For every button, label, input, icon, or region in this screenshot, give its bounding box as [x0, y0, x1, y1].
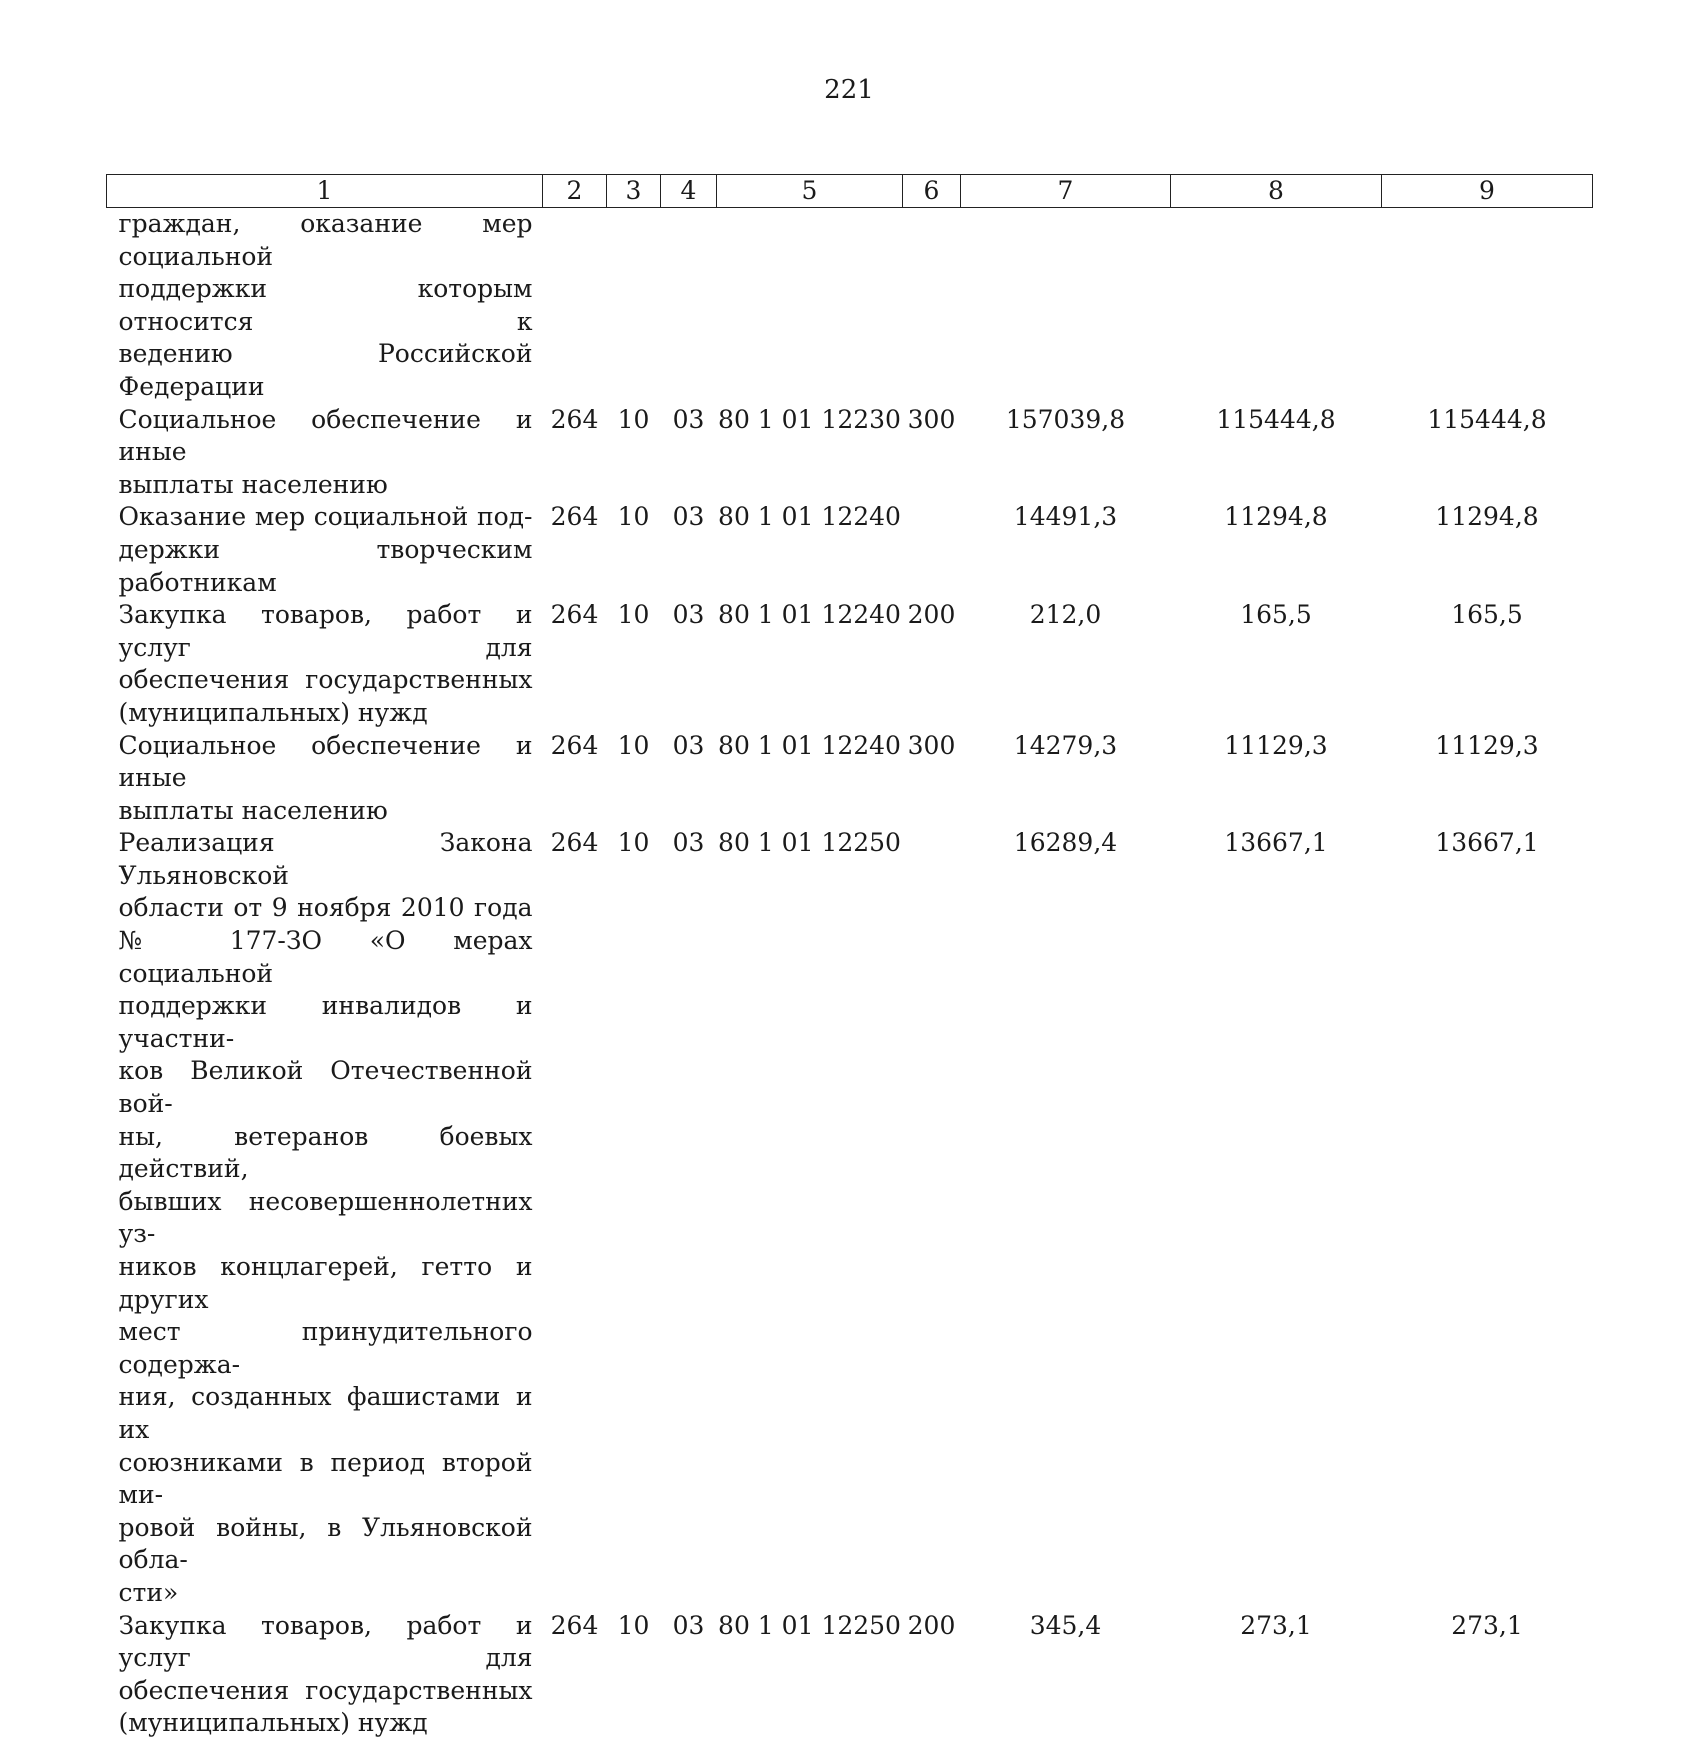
row-cell-c2: 264 [550, 1610, 599, 1640]
row-cell-c4: 03 [672, 1610, 705, 1640]
page-number: 221 [824, 75, 874, 105]
header-row [107, 175, 1593, 208]
row-cell-c9: 165,5 [1451, 600, 1523, 630]
row-name-line: бывших несовершеннолетних уз- [118, 1186, 533, 1249]
row-cell-c9: 273,1 [1451, 1610, 1523, 1640]
row-name-line: (муниципальных) нужд [118, 697, 428, 727]
row-cell-c8: 273,1 [1240, 1610, 1312, 1640]
row-name-line: Закупка товаров, работ и услуг для [118, 600, 533, 662]
row-cell-c5: 80 1 01 12250 [718, 828, 901, 858]
row-cell-c2: 264 [550, 404, 599, 434]
row-cell-c7: 14279,3 [1013, 730, 1118, 760]
row-cell-c9: 11294,8 [1435, 502, 1539, 532]
row-cell-c2: 264 [550, 828, 599, 858]
budget-table [106, 174, 1593, 1740]
row-name-line: Оказание мер социальной под- [118, 502, 533, 532]
row-name-line: Социальное обеспечение и иные [118, 730, 533, 793]
row-cell-c3: 10 [617, 502, 650, 532]
header-col-3: 3 [607, 175, 661, 208]
row-name-line: поддержки инвалидов и участни- [118, 991, 533, 1053]
row-name-line: обеспечения государственных [118, 1675, 533, 1705]
row-name-line: мест принудительного содержа- [118, 1317, 533, 1379]
row-cell-c3: 10 [617, 1610, 650, 1640]
row-cell-c5: 80 1 01 12240 [718, 730, 901, 760]
row-name-line: Реализация Закона Ульяновской [118, 828, 533, 890]
row-name-cell [107, 599, 543, 729]
row-name-line: держки творческим работникам [118, 534, 533, 597]
row-cell-c2 [543, 208, 607, 404]
row-name-cell [107, 208, 543, 404]
row-name-line: граждан, оказание мер социальной [118, 209, 533, 271]
row-name-line: ния, созданных фашистами и их [118, 1382, 533, 1444]
row-cell-c7: 14491,3 [1013, 502, 1118, 532]
header-col-6: 6 [903, 175, 961, 208]
row-cell-c4: 03 [672, 730, 705, 760]
row-cell-c8: 165,5 [1240, 600, 1312, 630]
table-row [107, 827, 1593, 1609]
row-name-line: выплаты населению [118, 469, 388, 499]
row-cell-c4: 03 [672, 404, 705, 434]
row-cell-c5: 80 1 01 12250 [718, 1610, 901, 1640]
row-cell-c9: 13667,1 [1435, 828, 1539, 858]
row-cell-c5: 80 1 01 12240 [718, 600, 901, 630]
row-name-line: ровой войны, в Ульяновской обла- [118, 1512, 533, 1575]
row-name-line: ны, ветеранов боевых действий, [118, 1121, 533, 1184]
row-cell-c4: 03 [672, 828, 705, 858]
row-cell-c6: 200 [907, 600, 956, 630]
row-cell-c7: 212,0 [1029, 600, 1102, 630]
header-col-5: 5 [717, 175, 903, 208]
row-name-line: Закупка товаров, работ и услуг для [118, 1610, 533, 1673]
header-col-9: 9 [1382, 175, 1593, 208]
table-header [107, 175, 1593, 208]
header-col-7: 7 [961, 175, 1171, 208]
row-name-line: (муниципальных) нужд [118, 1708, 428, 1738]
row-cell-c6 [903, 501, 961, 599]
row-name-line: обеспечения государственных [118, 665, 533, 695]
table-row [107, 599, 1593, 729]
row-cell-c4 [661, 208, 717, 404]
row-cell-c4: 03 [672, 600, 705, 630]
row-cell-c5 [717, 208, 903, 404]
row-name-line: ков Великой Отечественной вой- [118, 1056, 533, 1119]
row-name-line: поддержки которым относится к [118, 274, 533, 336]
row-cell-c3: 10 [617, 600, 650, 630]
row-cell-c6: 300 [907, 404, 956, 434]
row-cell-c5: 80 1 01 12240 [718, 502, 901, 532]
header-col-1: 1 [107, 175, 543, 208]
row-name-line: Социальное обеспечение и иные [118, 404, 533, 467]
row-name-line: № 177-ЗО «О мерах социальной [118, 926, 533, 988]
row-name-cell [107, 730, 543, 828]
row-cell-c8: 11294,8 [1224, 502, 1328, 532]
row-cell-c8 [1171, 208, 1382, 404]
row-cell-c2: 264 [550, 730, 599, 760]
row-cell-c5: 80 1 01 12230 [718, 404, 901, 434]
row-name-line: союзниками в период второй ми- [118, 1447, 533, 1510]
row-cell-c6: 300 [907, 730, 956, 760]
row-name-cell [107, 1610, 543, 1740]
row-name-cell [107, 501, 543, 599]
row-cell-c6 [903, 208, 961, 404]
row-cell-c2: 264 [550, 502, 599, 532]
table-body [107, 208, 1593, 1740]
row-name-line: ведению Российской Федерации [118, 339, 533, 401]
row-name-line: области от 9 ноября 2010 года [118, 893, 533, 923]
header-col-4: 4 [661, 175, 717, 208]
budget-table-container [106, 174, 1592, 1740]
row-cell-c6 [903, 827, 961, 1609]
row-cell-c9: 11129,3 [1435, 730, 1539, 760]
row-name-cell [107, 827, 543, 1609]
table-row [107, 730, 1593, 828]
row-cell-c3: 10 [617, 828, 650, 858]
row-cell-c3 [607, 208, 661, 404]
row-cell-c7: 157039,8 [1005, 404, 1126, 434]
table-row [107, 1610, 1593, 1740]
row-cell-c7: 345,4 [1029, 1610, 1102, 1640]
row-name-line: выплаты населению [118, 795, 388, 825]
table-row [107, 208, 1593, 404]
row-cell-c4: 03 [672, 502, 705, 532]
row-name-line: сти» [118, 1577, 179, 1607]
row-cell-c8: 11129,3 [1224, 730, 1328, 760]
row-cell-c3: 10 [617, 404, 650, 434]
header-col-2: 2 [543, 175, 607, 208]
table-row [107, 501, 1593, 599]
row-cell-c6: 200 [907, 1610, 956, 1640]
row-cell-c8: 115444,8 [1216, 404, 1336, 434]
row-name-line: ников концлагерей, гетто и других [118, 1252, 533, 1314]
table-row [107, 404, 1593, 502]
row-cell-c8: 13667,1 [1224, 828, 1328, 858]
row-cell-c2: 264 [550, 600, 599, 630]
row-cell-c3: 10 [617, 730, 650, 760]
row-name-cell [107, 404, 543, 502]
row-cell-c9 [1382, 208, 1593, 404]
row-cell-c9: 115444,8 [1427, 404, 1547, 434]
header-col-8: 8 [1171, 175, 1382, 208]
row-cell-c7: 16289,4 [1013, 828, 1118, 858]
row-cell-c7 [961, 208, 1171, 404]
